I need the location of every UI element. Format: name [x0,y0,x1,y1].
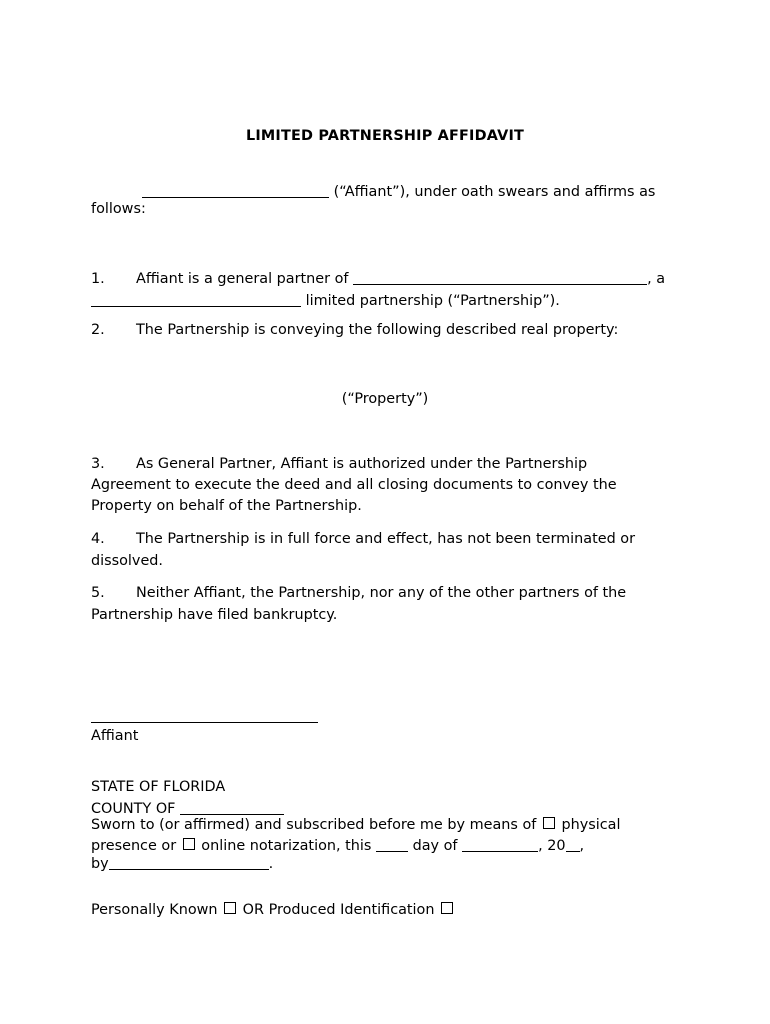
signature-label: Affiant [91,728,139,744]
item-number: 5. [91,585,105,601]
presence-text-a: presence or [91,838,177,854]
county-blank[interactable] [180,800,284,815]
item-number: 4. [91,531,105,547]
item-1-text-b: , a [647,271,666,287]
produced-identification-label: OR Produced Identification [242,902,435,918]
notary-county: COUNTY OF [91,801,176,817]
item-4-line-2: dissolved. [91,553,164,569]
day-blank[interactable] [376,837,408,852]
item-1-text-c: limited partnership (“Partnership”). [305,293,560,309]
sworn-text-a: Sworn to (or affirmed) and subscribed before me by means of [91,817,537,833]
item-5-text: Neither Affiant, the Partnership, nor any of the other partners of the [136,585,627,601]
notary-sworn-line [91,817,620,832]
item-1-text-a: Affiant is a general partner of [136,271,349,287]
item-2-line-1 [91,323,618,337]
document-title: LIMITED PARTNERSHIP AFFIDAVIT [245,128,525,144]
physical-presence-checkbox[interactable] [543,817,555,829]
item-1-line-1 [91,268,665,286]
intro-line [142,181,655,199]
by-end: . [268,856,274,872]
item-3-line-2: Agreement to execute the deed and all closing documents to convey the [91,477,617,493]
partnership-name-blank[interactable] [353,270,647,285]
affiant-signature-line[interactable] [91,722,318,723]
affiant-name-blank[interactable] [142,183,329,198]
month-blank[interactable] [462,837,538,852]
by-text: by [91,856,109,872]
item-3-line-3: Property on behalf of the Partnership. [91,498,362,514]
item-5-line-1 [91,586,626,600]
item-4-text: The Partnership is in full force and effect, has not been terminated or [136,531,635,547]
notary-state: STATE OF FLORIDA [91,779,226,795]
year-blank[interactable] [566,837,580,852]
item-4-line-1 [91,532,635,546]
item-number: 3. [91,456,105,472]
item-1-line-2 [91,290,560,308]
by-name-blank[interactable] [109,855,269,870]
notary-by-line [91,853,273,871]
presence-text-d: , 20 [538,838,566,854]
item-number: 1. [91,271,105,287]
presence-text-c: day of [412,838,458,854]
notary-county-line [91,798,284,816]
intro-continuation: follows: [91,201,146,217]
sworn-text-b: physical [561,817,621,833]
personally-known-checkbox[interactable] [224,902,236,914]
notary-presence-line [91,835,584,853]
item-2-text: The Partnership is conveying the following described real property: [136,322,619,338]
presence-text-e: , [579,838,585,854]
online-notarization-checkbox[interactable] [183,838,195,850]
intro-suffix: (“Affiant”), under oath swears and affirms as [333,184,656,200]
item-number: 2. [91,322,105,338]
partnership-state-blank[interactable] [91,292,301,307]
item-5-line-2: Partnership have filed bankruptcy. [91,607,338,623]
produced-identification-checkbox[interactable] [441,902,453,914]
identification-line [91,902,455,917]
presence-text-b: online notarization, this [201,838,372,854]
item-3-text: As General Partner, Affiant is authorized under the Partnership [136,456,588,472]
personally-known-label: Personally Known [91,902,218,918]
item-3-line-1 [91,457,587,471]
property-label: (“Property”) [341,391,429,407]
